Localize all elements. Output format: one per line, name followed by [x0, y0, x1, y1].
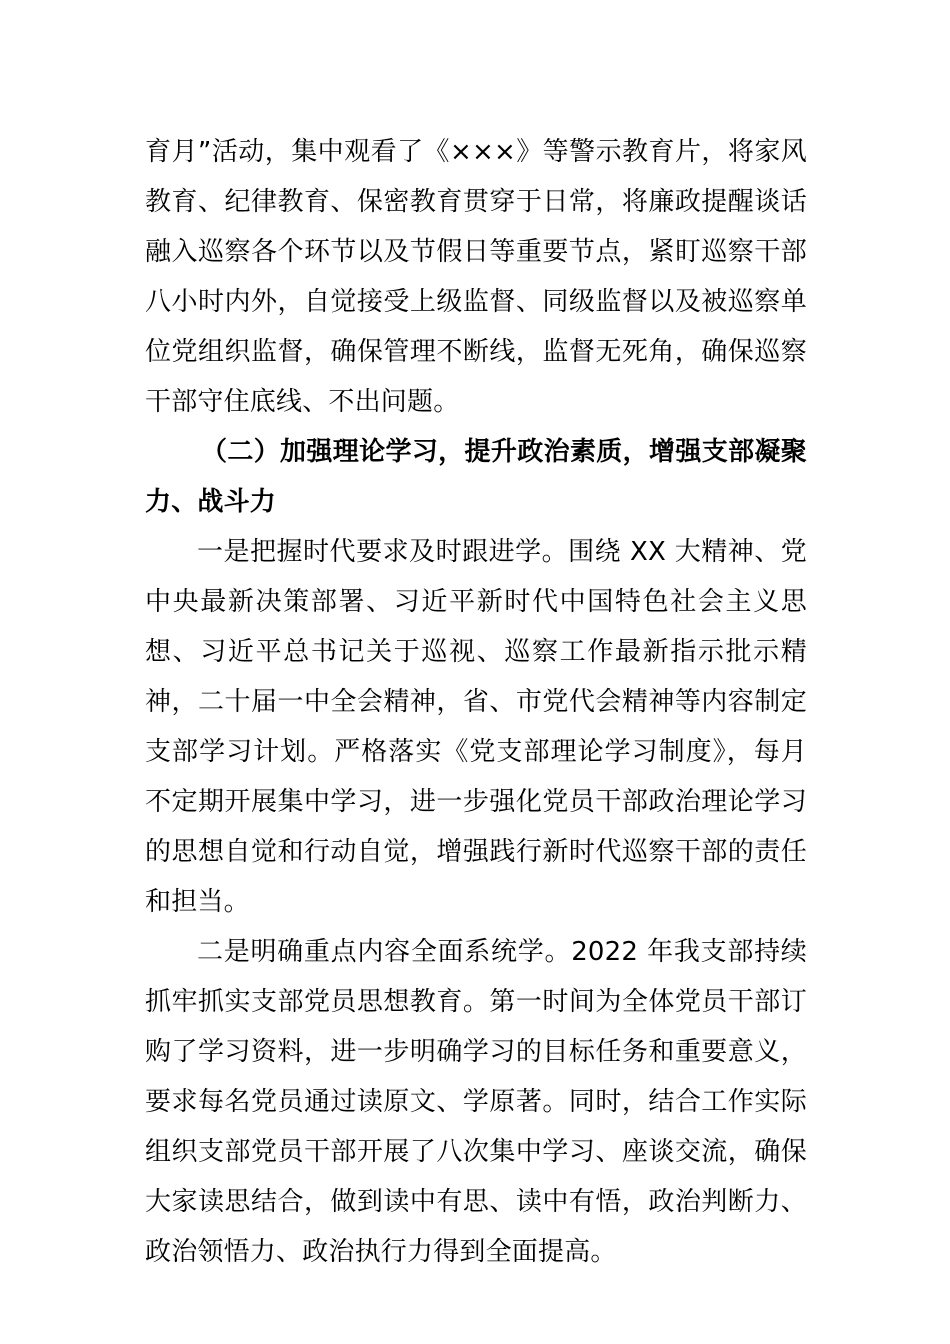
paragraph-systematic-study: 二是明确重点内容全面系统学。2022 年我支部持续抓牢抓实支部党员思想教育。第一时间为全体党员干部订购了学习资料，进一步明确学习的目标任务和重要意义，要求每名党员通过读原文、学原著。同时，结合工作实际组织支部党员干部开展了八次集中学习、座谈交流，确保大家读思结合，做到读中有思、读中有悟，政治判断力、政治领悟力、政治执行力得到全面提高。: [145, 937, 807, 1267]
section-heading-theory-study: （二）加强理论学习，提升政治素质，增强支部凝聚力、战斗力: [145, 437, 807, 517]
document-page: [145, 127, 807, 1277]
paragraph-follow-up-study: 一是把握时代要求及时跟进学。围绕 XX 大精神、党中央最新决策部署、习近平新时代中国特色社会主义思想、习近平总书记关于巡视、巡察工作最新指示批示精神，二十届一中全会精神，省、市党代会精神等内容制定支部学习计划。严格落实《党支部理论学习制度》，每月不定期开展集中学习，进一步强化党员干部政治理论学习的思想自觉和行动自觉，增强践行新时代巡察干部的责任和担当。: [145, 537, 807, 917]
paragraph-supervision-continued: 育月”活动，集中观看了《×××》等警示教育片，将家风教育、纪律教育、保密教育贯穿于日常，将廉政提醒谈话融入巡察各个环节以及节假日等重要节点，紧盯巡察干部八小时内外，自觉接受上级监督、同级监督以及被巡察单位党组织监督，确保管理不断线，监督无死角，确保巡察干部守住底线、不出问题。: [145, 137, 807, 417]
